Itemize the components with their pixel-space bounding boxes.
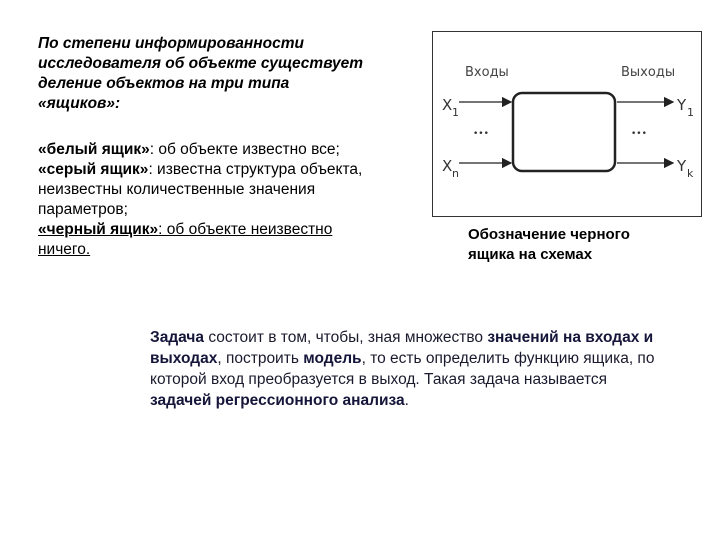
output-y1-subscript: 1 bbox=[687, 106, 694, 119]
gray-box-item bbox=[38, 160, 418, 180]
inputs-label: Входы bbox=[465, 65, 509, 80]
black-box-svg bbox=[433, 32, 701, 216]
task-text: , то есть определить функцию ящика, по которой вход преобразуется в выход. Такая задача называется bbox=[150, 350, 655, 388]
gray-box-desc: : известна структура объекта, bbox=[148, 161, 363, 178]
intro-line: По степени информированности bbox=[38, 35, 304, 52]
black-box-desc-line: ничего. bbox=[38, 241, 91, 258]
task-text: состоит в том, чтобы, зная множество bbox=[204, 329, 488, 346]
output-yk-label: Y bbox=[677, 157, 687, 175]
task-text: . bbox=[404, 392, 409, 409]
white-box-desc: : об объекте известно все; bbox=[149, 141, 340, 158]
input-xn-subscript: n bbox=[452, 167, 459, 180]
input-x1-label: X bbox=[442, 96, 453, 114]
task-text: , построить bbox=[217, 350, 304, 367]
input-xn-label: X bbox=[442, 157, 453, 175]
gray-box-desc-line: параметров; bbox=[38, 201, 128, 218]
black-box-item bbox=[38, 220, 418, 240]
black-box-diagram bbox=[432, 31, 702, 217]
caption-line: Обозначение черного bbox=[468, 226, 630, 243]
outputs-ellipsis: ••• bbox=[631, 129, 647, 139]
intro-line: исследователя об объекте существует bbox=[38, 55, 363, 72]
task-keyword: модель bbox=[303, 350, 362, 367]
intro-text bbox=[38, 34, 418, 114]
inputs-ellipsis: ••• bbox=[473, 129, 489, 139]
black-box-term: «черный ящик» bbox=[38, 221, 159, 238]
black-box-rect bbox=[513, 93, 615, 171]
intro-line: «ящиков»: bbox=[38, 95, 121, 112]
task-keyword: значений на входах и выходах bbox=[150, 329, 654, 367]
gray-box-desc-line: неизвестны количественные значения bbox=[38, 181, 316, 198]
black-box-desc: : об объекте неизвестно bbox=[158, 221, 333, 238]
white-box-term: «белый ящик» bbox=[38, 141, 150, 158]
output-y1-label: Y bbox=[677, 96, 687, 114]
white-box-item bbox=[38, 140, 418, 160]
gray-box-term: «серый ящик» bbox=[38, 161, 149, 178]
caption-line: ящика на схемах bbox=[468, 246, 593, 263]
intro-line: деление объектов на три типа bbox=[38, 75, 290, 92]
box-types-list bbox=[38, 140, 418, 260]
output-yk-subscript: k bbox=[687, 167, 694, 180]
task-keyword: задачей регрессионного анализа bbox=[150, 392, 405, 409]
task-paragraph bbox=[150, 327, 670, 411]
input-x1-subscript: 1 bbox=[452, 106, 459, 119]
outputs-label: Выходы bbox=[621, 65, 676, 80]
diagram-caption bbox=[468, 225, 698, 265]
task-keyword: Задача bbox=[150, 329, 205, 346]
